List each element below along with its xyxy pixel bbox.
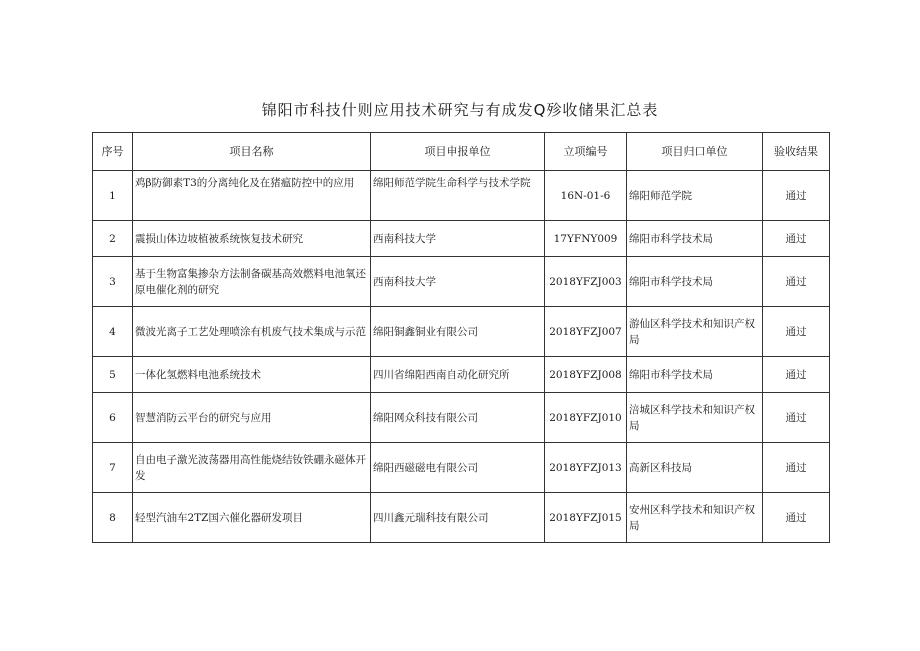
cell-name: 震损山体边坡植被系统恢复技术研究 — [133, 221, 371, 257]
cell-dept: 游仙区科学技术和知识产权局 — [627, 307, 763, 357]
cell-unit: 四川鑫元瑞科技有限公司 — [371, 493, 545, 543]
header-unit: 项目申报单位 — [371, 133, 545, 171]
cell-result: 通过 — [763, 257, 830, 307]
results-table — [92, 132, 830, 543]
header-no: 序号 — [93, 133, 133, 171]
cell-result: 通过 — [763, 307, 830, 357]
cell-no: 8 — [93, 493, 133, 543]
table-row — [93, 307, 830, 357]
cell-no: 7 — [93, 443, 133, 493]
cell-dept: 高新区科技局 — [627, 443, 763, 493]
cell-name: 轻型汽油车2TZ国六催化器研发项目 — [133, 493, 371, 543]
cell-no: 1 — [93, 171, 133, 221]
table-row — [93, 443, 830, 493]
header-result: 验收结果 — [763, 133, 830, 171]
cell-unit: 西南科技大学 — [371, 221, 545, 257]
table-row — [93, 393, 830, 443]
cell-code: 2018YFZJ010 — [545, 393, 627, 443]
cell-no: 6 — [93, 393, 133, 443]
table-header-row — [93, 133, 830, 171]
cell-code: 2018YFZJ007 — [545, 307, 627, 357]
table-row — [93, 493, 830, 543]
cell-result: 通过 — [763, 493, 830, 543]
table-row — [93, 357, 830, 393]
cell-no: 3 — [93, 257, 133, 307]
cell-unit: 绵阳西磁磁电有限公司 — [371, 443, 545, 493]
page-title: 锦阳市科技什则应用技术研究与有成发Q殄收储果汇总表 — [261, 101, 659, 119]
cell-name: 智慧消防云平台的研究与应用 — [133, 393, 371, 443]
cell-no: 2 — [93, 221, 133, 257]
cell-unit: 绵阳网众科技有限公司 — [371, 393, 545, 443]
header-name: 项目名称 — [133, 133, 371, 171]
cell-name: 自由电子激光波荡器用高性能烧结钕铁硼永磁体开发 — [133, 443, 371, 493]
cell-unit: 四川省绵阳西南自动化研究所 — [371, 357, 545, 393]
cell-code: 2018YFZJ003 — [545, 257, 627, 307]
cell-dept: 安州区科学技术和知识产权局 — [627, 493, 763, 543]
cell-result: 通过 — [763, 171, 830, 221]
table-row — [93, 257, 830, 307]
cell-result: 通过 — [763, 221, 830, 257]
cell-name: 微波光离子工艺处理喷涂有机废气技术集成与示范 — [133, 307, 371, 357]
cell-result: 通过 — [763, 443, 830, 493]
cell-name: 一体化氢燃料电池系统技术 — [133, 357, 371, 393]
cell-no: 4 — [93, 307, 133, 357]
cell-dept: 绵阳市科学技术局 — [627, 357, 763, 393]
cell-dept: 涪城区科学技术和知识产权局 — [627, 393, 763, 443]
cell-code: 2018YFZJ013 — [545, 443, 627, 493]
cell-dept: 绵阳师范学院 — [627, 171, 763, 221]
cell-unit: 绵阳师范学院生命科学与技术学院 — [371, 171, 545, 221]
cell-unit: 西南科技大学 — [371, 257, 545, 307]
table-row — [93, 221, 830, 257]
cell-dept: 绵阳市科学技术局 — [627, 221, 763, 257]
header-code: 立项编号 — [545, 133, 627, 171]
cell-result: 通过 — [763, 393, 830, 443]
cell-name: 基于生物富集掺杂方法制备碳基高效燃料电池氧还原电催化剂的研究 — [133, 257, 371, 307]
header-dept: 项目归口单位 — [627, 133, 763, 171]
cell-unit: 绵阳铜鑫铜业有限公司 — [371, 307, 545, 357]
cell-name: 鸡β防御素T3的分离纯化及在猪瘟防控中的应用 — [133, 171, 371, 221]
cell-dept: 绵阳市科学技术局 — [627, 257, 763, 307]
cell-no: 5 — [93, 357, 133, 393]
cell-code: 16N-01-6 — [545, 171, 627, 221]
cell-result: 通过 — [763, 357, 830, 393]
cell-code: 2018YFZJ008 — [545, 357, 627, 393]
cell-code: 2018YFZJ015 — [545, 493, 627, 543]
table-row — [93, 171, 830, 221]
cell-code: 17YFNY009 — [545, 221, 627, 257]
